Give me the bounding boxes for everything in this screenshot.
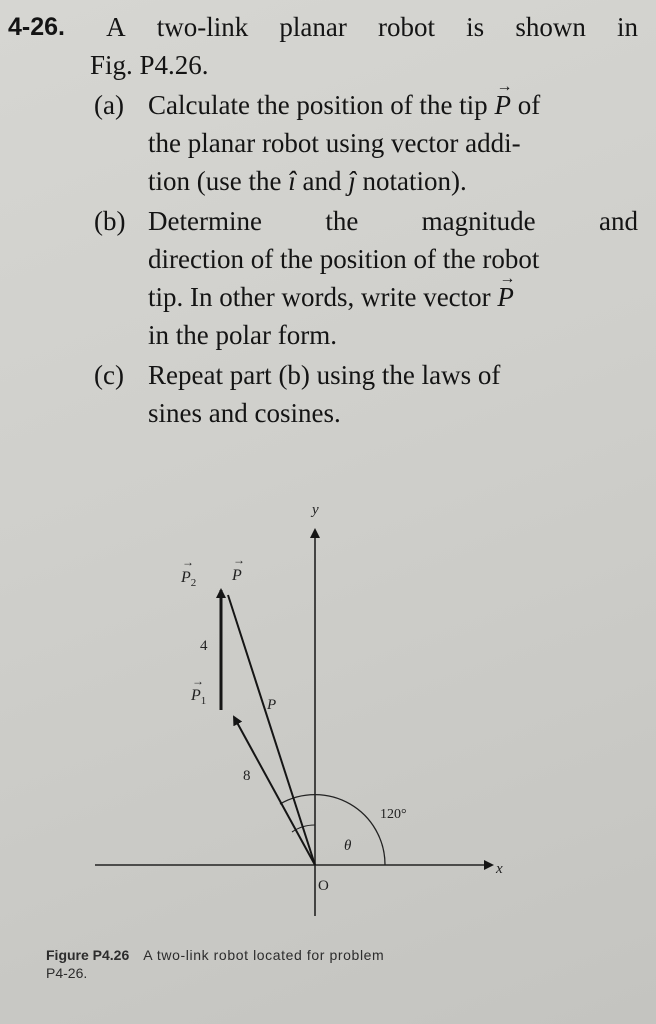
- caption-label: Figure P4.26: [46, 947, 130, 963]
- part-a-line-2: the planar robot using vector addi-: [148, 128, 521, 158]
- intro-word: shown: [515, 12, 586, 42]
- part-c-line-1: Repeat part (b) using the laws of: [148, 360, 501, 390]
- part-b: [8, 202, 638, 354]
- p2-arrow-icon: →: [182, 555, 194, 569]
- unit-vector-j: ĵ: [348, 166, 356, 196]
- part-b-line-3: tip. In other words, write vector → P: [148, 278, 638, 316]
- part-c-line-2: sines and cosines.: [148, 398, 341, 428]
- problem-heading: [8, 8, 638, 46]
- link-2-length: 4: [200, 638, 208, 654]
- intro-word: robot: [378, 12, 436, 42]
- part-a-label: (a): [94, 90, 124, 120]
- part-a-line-3: tion (use the î and ĵ notation).: [148, 166, 467, 196]
- p1-label: $P_1$: [191, 687, 207, 707]
- vector-p: → P: [494, 86, 511, 124]
- intro-word: A: [106, 12, 126, 42]
- intro-word: is: [466, 12, 485, 42]
- intro-word: in: [616, 12, 638, 42]
- unit-vector-i: î: [288, 166, 296, 196]
- p-magnitude-label: P: [267, 697, 277, 713]
- robot-figure: [0, 490, 656, 930]
- x-axis-label: x: [496, 861, 503, 877]
- caption-text: A two-link robot located for problem: [143, 947, 385, 963]
- origin-label: O: [318, 878, 329, 894]
- vector-p: → P: [497, 278, 514, 316]
- caption-text-2: P4-26.: [46, 965, 88, 981]
- problem-number: 4-26.: [8, 13, 65, 41]
- part-c-label: (c): [94, 360, 124, 390]
- intro-word: two-link: [156, 12, 249, 42]
- problem-statement: [8, 8, 638, 432]
- intro-word: planar: [279, 12, 347, 42]
- intro-line-2: Fig. P4.26.: [90, 50, 209, 80]
- part-b-line-2: direction of the position of the robot: [148, 244, 540, 274]
- y-axis-label: y: [312, 502, 319, 518]
- angle-label: 120°: [380, 807, 407, 822]
- part-b-label: (b): [94, 206, 126, 236]
- link-1-length: 8: [243, 768, 251, 784]
- part-a: [8, 86, 638, 200]
- p-vector-label: P: [232, 567, 242, 584]
- theta-label: θ: [344, 838, 352, 854]
- part-b-line-4: in the polar form.: [148, 320, 337, 350]
- p2-label: $P_2$: [181, 569, 197, 589]
- p-arrow-icon: →: [233, 553, 245, 567]
- p1-arrow-icon: →: [192, 674, 204, 688]
- figure-caption: [46, 946, 606, 982]
- part-a-line-1: Calculate the position of the tip → P of: [148, 86, 638, 124]
- part-c: [8, 356, 638, 432]
- part-b-line-1: Determine the magnitude and: [148, 206, 638, 236]
